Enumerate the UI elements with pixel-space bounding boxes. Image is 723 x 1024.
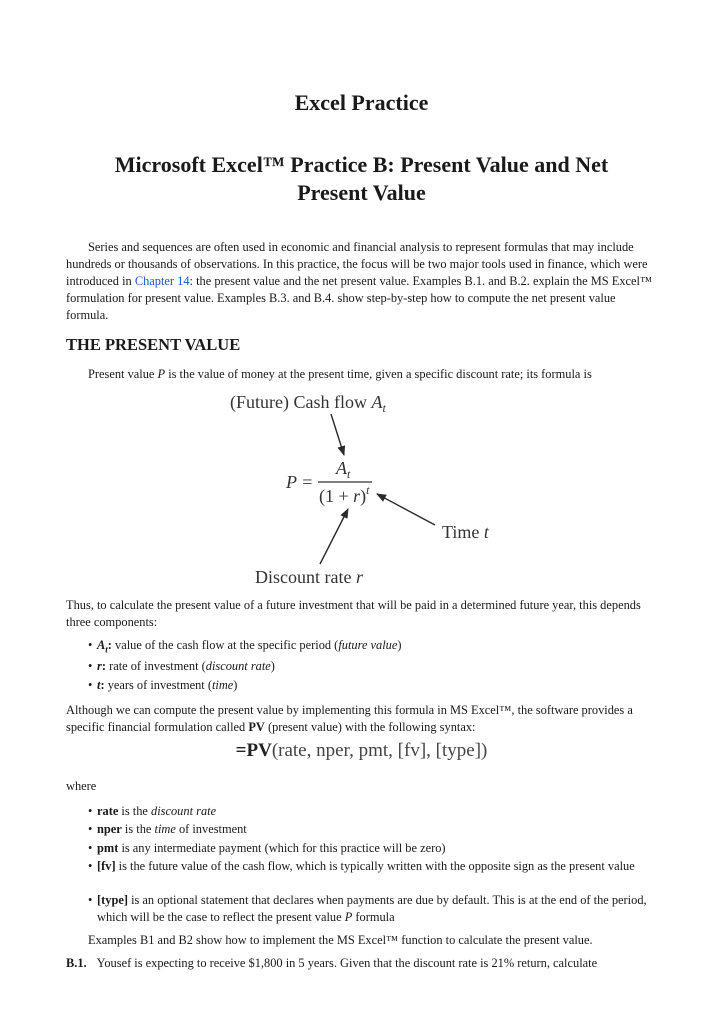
pv-intro-paragraph: Present value P is the value of money at the present time, given a specific discount rate; its formula is bbox=[88, 367, 592, 381]
list-item: • t: years of investment (time) bbox=[88, 678, 238, 692]
section-heading: THE PRESENT VALUE bbox=[66, 335, 241, 354]
cashflow-label: (Future) Cash flow $A_t$ bbox=[230, 392, 386, 415]
time-arrow bbox=[377, 494, 435, 525]
list-item: • rate is the discount rate bbox=[88, 804, 217, 818]
list-item: • r: rate of investment (discount rate) bbox=[88, 659, 275, 673]
discount-label: Discount rate r bbox=[255, 567, 363, 587]
pv-function-syntax: =PV(rate, nper, pmt, [fv], [type]) bbox=[235, 740, 488, 761]
practice-title: Microsoft Excel™ Practice B: Present Value and Net Present Value bbox=[114, 152, 609, 205]
chapter-14-link[interactable]: Chapter 14 bbox=[134, 274, 190, 288]
excel-paragraph: Although we can compute the present value by implementing this formula in MS Excel™, the software provides a specific financial formulation called PV (present value) with the following syntax: bbox=[66, 703, 633, 734]
example-b1: B.1. Yousef is expecting to receive $1,800 in 5 years. Given that the discount rate is 21% return, calculate bbox=[66, 956, 598, 970]
where-label: where bbox=[66, 779, 97, 793]
list-item: • [fv] is the future value of the cash flow, which is typically written with the opposite sign as the present value bbox=[88, 859, 635, 873]
cashflow-arrow bbox=[331, 414, 344, 455]
list-item: • $A_t$: value of the cash flow at the specific period (future value) bbox=[88, 638, 402, 655]
components-paragraph: Thus, to calculate the present value of a future investment that will be paid in a determined future year, this depends three components: bbox=[66, 598, 641, 629]
list-item: • nper is the time of investment bbox=[88, 822, 247, 836]
intro-paragraph: Series and sequences are often used in economic and financial analysis to represent formulas that may include hundreds or thousands of observations. In this practice, the focus will be two major tools used in finance, which were introduced in Chapter 14: the present value and the net present value. Examples B.1. and B.2. explain the MS Excel™ formulation for present value. Examples B.3. and B.4. show step-by-step how to compute the net present value formula. bbox=[66, 240, 653, 322]
time-label: Time t bbox=[442, 522, 489, 542]
examples-intro: Examples B1 and B2 show how to implement the MS Excel™ function to calculate the present value. bbox=[88, 933, 593, 947]
numerator: $A_t$ bbox=[336, 458, 351, 481]
formula-lhs: P = bbox=[286, 472, 314, 492]
discount-arrow bbox=[320, 509, 348, 564]
page-title: Excel Practice bbox=[294, 90, 429, 115]
present-value-formula-diagram bbox=[220, 388, 510, 590]
list-item: • [type] is an optional statement that declares when payments are due by default. This is at the end of the period, which will be the case to reflect the present value P formula bbox=[88, 893, 647, 924]
denominator: $(1 + r)^t$ bbox=[319, 483, 370, 506]
list-item: • pmt is any intermediate payment (which for this practice will be zero) bbox=[88, 841, 446, 855]
